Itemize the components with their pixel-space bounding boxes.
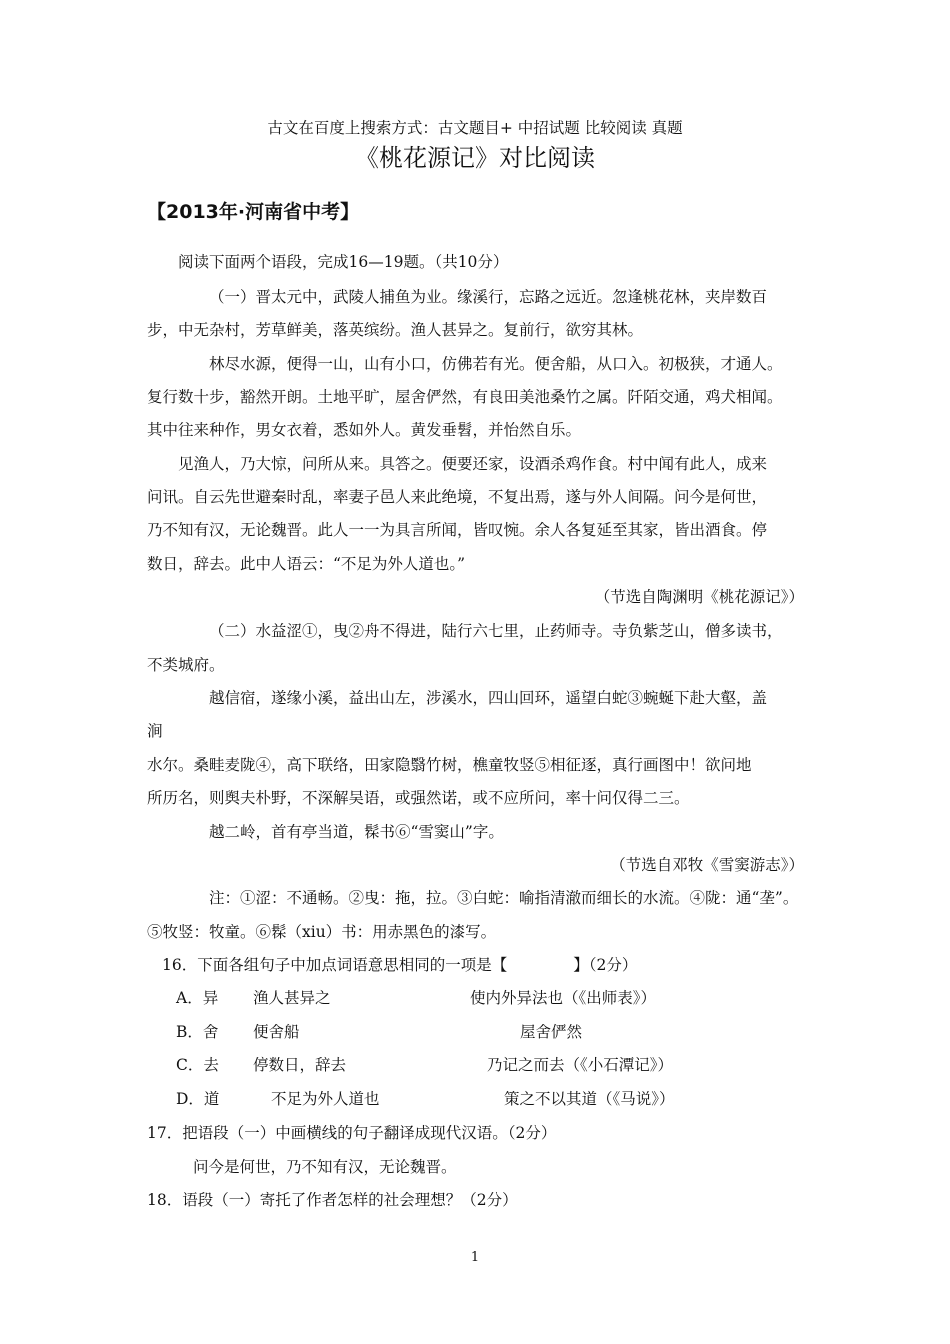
q16-option-right: 使内外异法也（《出师表》） (470, 989, 657, 1007)
passage1-line: 问讯。自云先世避秦时乱，率妻子邑人来此绝境，不复出焉，遂与外人间隔。问今是何世， (147, 488, 768, 506)
passage1-line: 数日，辞去。此中人语云：“不足为外人道也。” (147, 555, 466, 573)
passage2-line: （二）水益涩①，曳②舟不得进，陆行六七里，止药师寺。寺负紫芝山，僧多读书， (209, 622, 783, 640)
q18-stem: 18．语段（一）寄托了作者怎样的社会理想？（2分） (147, 1191, 518, 1209)
exam-heading: 【2013年·河南省中考】 (147, 201, 360, 223)
passage2-line: 不类城府。 (147, 656, 225, 674)
q16-stem-a: 16．下面各组句子中加点词语意思相同的一项是【 (162, 956, 508, 974)
q16-option-key: C．去 (176, 1056, 219, 1074)
q16-option-right: 乃记之而去（《小石潭记》） (487, 1056, 674, 1074)
passage1-line: 乃不知有汉，无论魏晋。此人一一为具言所闻，皆叹惋。余人各复延至其家，皆出酒食。停 (147, 521, 768, 539)
source2: （节选自邓牧《雪窦游志》） (610, 856, 804, 874)
note-line: ⑤牧竖：牧童。⑥髹（xiu）书：用赤黑色的漆写。 (147, 923, 497, 941)
passage2-line: 涧 (147, 722, 163, 740)
q16-option-left: 停数日，辞去 (253, 1056, 347, 1074)
q16-option-key: A．异 (176, 989, 219, 1007)
passage2-line: 水尔。桑畦麦陇④，高下联络，田家隐翳竹树，樵童牧竖⑤相征逐，真行画图中！欲问地 (147, 756, 752, 774)
intro-text: 阅读下面两个语段，完成16—19题。（共10分） (178, 253, 509, 271)
page-title: 《桃花源记》对比阅读 (355, 144, 595, 172)
q16-option-left: 不足为外人道也 (271, 1090, 380, 1108)
passage1-line: 林尽水源，便得一山，山有小口，仿佛若有光。便舍船，从口入。初极狭，才通人。 (209, 355, 783, 373)
note-line: 注：①涩：不通畅。②曳：拖，拉。③白蛇：喻指清澈而细长的水流。④陇：通“垄”。 (209, 889, 799, 907)
q16-stem-b: 】（2分） (573, 956, 638, 974)
passage1-line: 见渔人，乃大惊，问所从来。具答之。便要还家，设酒杀鸡作食。村中闻有此人，成来 (178, 455, 768, 473)
passage1-line: 步，中无杂村，芳草鲜美，落英缤纷。渔人甚异之。复前行，欲穷其林。 (147, 321, 644, 339)
passage2-line: 越二岭，首有亭当道，髹书⑥“雪窦山”字。 (209, 823, 504, 841)
passage2-line: 越信宿，遂缘小溪，益出山左，涉溪水，四山回环，遥望白蛇③蜿蜒下赴大壑，盖 (209, 689, 768, 707)
q17-stem: 17．把语段（一）中画横线的句子翻译成现代汉语。（2分） (147, 1124, 557, 1142)
q17-sentence: 问今是何世，乃不知有汉，无论魏晋。 (193, 1158, 457, 1176)
source1: （节选自陶渊明《桃花源记》） (594, 588, 804, 606)
q16-option-right: 屋舍俨然 (520, 1023, 583, 1041)
q16-option-key: B．舍 (176, 1023, 219, 1041)
passage2-line: 所历名，则舆夫朴野，不深解吴语，或强然诺，或不应所问，率十问仅得二三。 (147, 789, 690, 807)
q16-option-left: 渔人甚异之 (253, 989, 331, 1007)
q16-stem (162, 958, 637, 974)
page-number: 1 (470, 1250, 480, 1265)
q16-option-left: 便舍船 (253, 1023, 300, 1041)
search-hint: 古文在百度上搜索方式：古文题目+ 中招试题 比较阅读 真题 (267, 119, 683, 137)
passage1-line: （一）晋太元中，武陵人捕鱼为业。缘溪行，忘路之远近。忽逢桃花林，夹岸数百 (209, 288, 768, 306)
q16-option-key: D．道 (176, 1090, 220, 1108)
q16-option-right: 策之不以其道（《马说》） (504, 1090, 675, 1108)
passage1-line: 其中往来种作，男女衣着，悉如外人。黄发垂髫，并怡然自乐。 (147, 421, 582, 439)
passage1-line: 复行数十步，豁然开朗。土地平旷，屋舍俨然，有良田美池桑竹之属。阡陌交通，鸡犬相闻。 (147, 388, 783, 406)
